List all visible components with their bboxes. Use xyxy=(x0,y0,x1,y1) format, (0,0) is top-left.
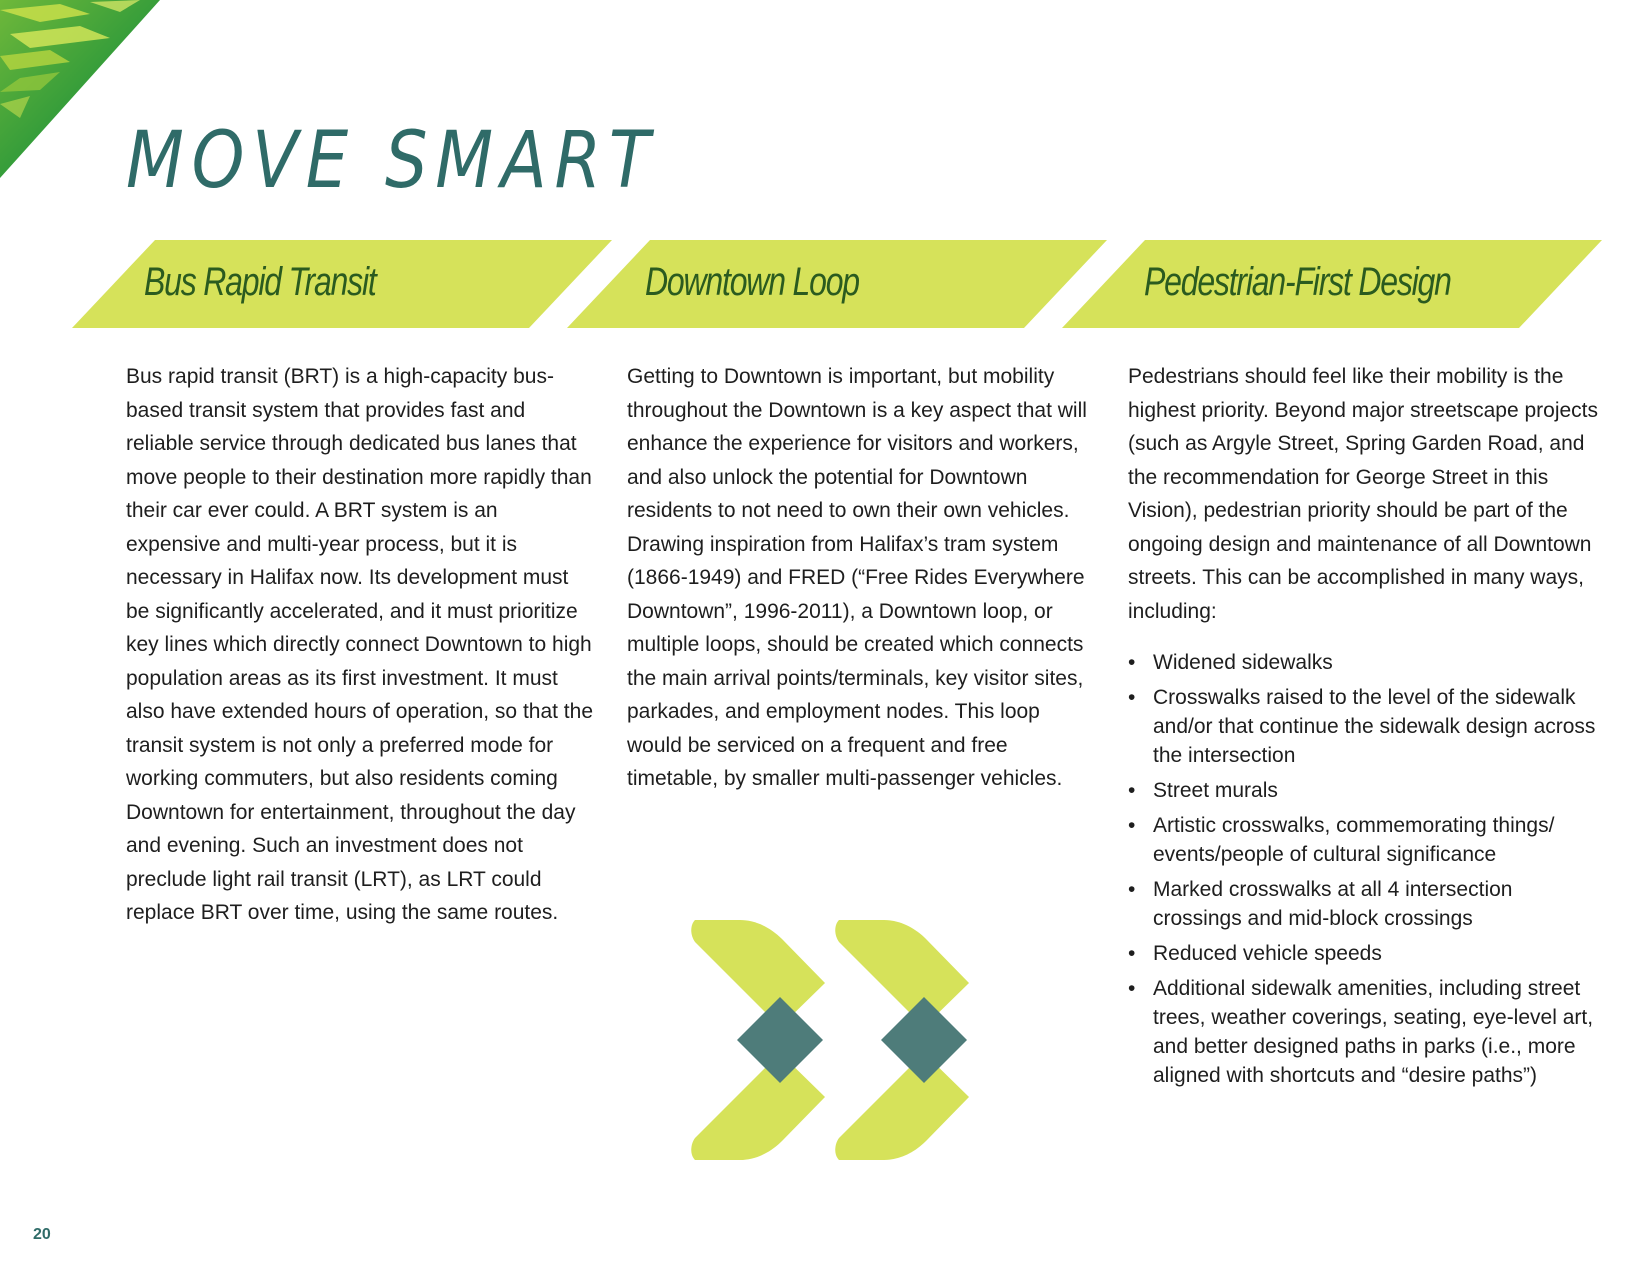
bullet-icon: • xyxy=(1128,977,1136,1000)
list-item-text: Widened sidewalks xyxy=(1153,651,1333,674)
double-chevron-graphic xyxy=(690,915,1040,1165)
chevron-left xyxy=(691,920,825,1160)
column-bus-rapid-transit xyxy=(126,360,594,930)
page-title: MOVE SMART xyxy=(126,116,658,206)
banner-pedestrian-first-design xyxy=(1062,240,1602,328)
list-item-text: Street murals xyxy=(1153,779,1278,802)
bullet-icon: • xyxy=(1128,814,1136,837)
list-item xyxy=(1128,811,1602,869)
list-item-text: Additional sidewalk amenities, including street trees, weather coverings, seating, eye-level art, and better designed paths in parks (i.e., more aligned with shortcuts and “desire paths”) xyxy=(1153,977,1594,1087)
bullet-icon: • xyxy=(1128,686,1136,709)
chevron-right xyxy=(835,920,969,1160)
list-item xyxy=(1128,875,1602,933)
list-item xyxy=(1128,648,1602,677)
column-body-text: Getting to Downtown is important, but mobility throughout the Downtown is a key aspect that will enhance the experience for visitors and workers, and also unlock the potential for Downtown residents to not need to own their own vehicles. Drawing inspiration from Halifax’s tram system (1866-1949) and FRED (“Free Rides Everywhere Downtown”, 1996-2011), a Downtown loop, or multiple loops, should be created which connects the main arrival points/terminals, key visitor sites, parkades, and employment nodes. This loop would be serviced on a frequent and free timetable, by smaller multi-passenger vehicles. xyxy=(627,365,1087,790)
banner-bus-rapid-transit xyxy=(72,240,612,328)
column-body-text: Pedestrians should feel like their mobility is the highest priority. Beyond major streetscape projects (such as Argyle Street, Spring Garden Road, and the recommendation for George Street in this Vision), pedestrian priority should be part of the ongoing design and maintenance of all Downtown streets. This can be accomplished in many ways, including: xyxy=(1128,365,1598,623)
column-pedestrian-first-design xyxy=(1128,360,1602,1096)
column-downtown-loop xyxy=(627,360,1095,796)
pedestrian-measures-list xyxy=(1128,648,1602,1090)
column-body-text: Bus rapid transit (BRT) is a high-capacity bus-based transit system that provides fast and reliable service through dedicated bus lanes that move people to their destination more rapidly than their car ever could. A BRT system is an expensive and multi-year process, but it is necessary in Halifax now. Its development must be significantly accelerated, and it must prioritize key lines which directly connect Downtown to high population areas as its first investment. It must also have extended hours of operation, so that the transit system is not only a preferred mode for working commuters, but also residents coming Downtown for entertainment, throughout the day and evening. Such an investment does not preclude light rail transit (LRT), as LRT could replace BRT over time, using the same routes. xyxy=(126,365,593,924)
column-heading: Pedestrian-First Design xyxy=(1144,260,1451,304)
list-item xyxy=(1128,974,1602,1090)
list-item xyxy=(1128,776,1602,805)
bullet-icon: • xyxy=(1128,779,1136,802)
column-heading: Downtown Loop xyxy=(645,260,859,304)
list-item-text: Marked crosswalks at all 4 intersection crossings and mid-block crossings xyxy=(1153,878,1513,930)
bullet-icon: • xyxy=(1128,878,1136,901)
list-item xyxy=(1128,939,1602,968)
list-item-text: Artistic crosswalks, commemorating things/ events/people of cultural significance xyxy=(1153,814,1555,866)
bullet-icon: • xyxy=(1128,942,1136,965)
bullet-icon: • xyxy=(1128,651,1136,674)
banner-downtown-loop xyxy=(567,240,1107,328)
list-item-text: Crosswalks raised to the level of the sidewalk and/or that continue the sidewalk design across the intersection xyxy=(1153,686,1596,767)
list-item xyxy=(1128,683,1602,770)
list-item-text: Reduced vehicle speeds xyxy=(1153,942,1382,965)
page-number: 20 xyxy=(33,1226,51,1243)
column-heading: Bus Rapid Transit xyxy=(144,260,376,304)
